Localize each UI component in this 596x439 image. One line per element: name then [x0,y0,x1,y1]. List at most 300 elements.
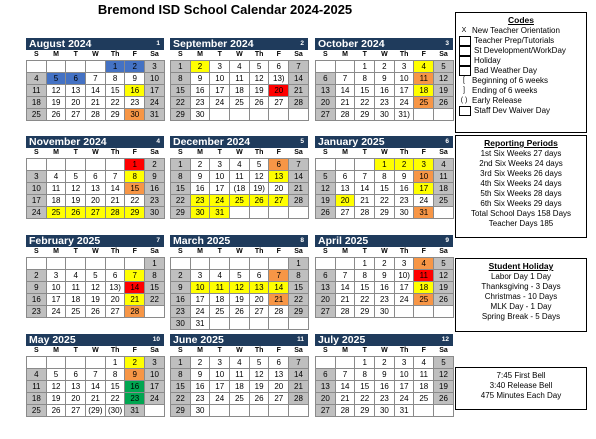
month-number: 4 [156,138,160,145]
weekday-label: W [381,248,388,255]
day-cell: 15 [375,183,395,195]
day-cell: 27 [269,97,289,109]
weekday-label: S [323,149,328,156]
day-cell: 10 [394,73,414,85]
day-cell: 1 [105,61,125,73]
day-cell: 22 [289,294,309,306]
legend-item [456,76,586,86]
day-cell: 8 [289,270,309,282]
day-cell [230,109,250,121]
day-cell: 13 [66,85,86,97]
day-cell: 22 [105,393,125,405]
day-cell: 29 [105,109,125,121]
weekday-label: Sa [439,248,448,255]
day-cell: 9 [190,73,210,85]
day-cell: (30) [105,405,125,417]
day-cell: 26 [230,306,250,318]
day-cell: 9 [375,369,395,381]
weekday-label: M [342,149,348,156]
weekday-label: M [197,248,203,255]
day-cell: 31 [125,405,145,417]
week-row [171,195,309,207]
day-cell: 31 [414,207,434,219]
day-cell [355,159,375,171]
day-cell: 21 [86,393,106,405]
day-cell [335,357,355,369]
weekday-label: W [381,347,388,354]
day-cell: 7 [269,270,289,282]
day-cell: 12 [46,381,66,393]
day-cell: 18 [414,85,434,97]
legend-item [456,86,586,96]
weekday-label: Th [254,51,264,58]
month-4 [26,136,164,219]
weekday-label: Th [399,51,409,58]
day-cell: 19 [66,195,86,207]
month-6 [315,136,453,219]
day-cell: 18 [230,85,250,97]
weekday-label: Sa [150,149,159,156]
day-cell [269,318,289,330]
day-cell: (18 [230,183,250,195]
day-cell [145,405,165,417]
week-row [316,393,454,405]
day-cell [434,405,454,417]
legend-item [456,26,586,36]
day-cell: 26 [249,393,269,405]
day-cell: 15 [171,183,191,195]
day-cell: 12 [230,282,250,294]
day-cell [210,405,230,417]
day-cell: 4 [414,61,434,73]
day-cell: 27 [335,207,355,219]
day-cell: 13) [105,282,125,294]
week-row [171,85,309,97]
day-cell: 30 [375,109,395,121]
day-cell: 12 [249,369,269,381]
day-cell: 26 [249,97,269,109]
day-cell: 14 [105,183,125,195]
week-row [316,294,454,306]
day-cell [230,258,250,270]
day-cell [66,357,86,369]
week-row [27,61,165,73]
day-cell: 26 [66,207,86,219]
week-row [316,306,454,318]
week-row [171,369,309,381]
week-row [27,159,165,171]
month-10 [26,334,164,417]
day-cell: 6 [269,159,289,171]
day-cell: 21 [335,97,355,109]
day-cell: 31) [394,109,414,121]
day-cell: 11 [66,282,86,294]
legend-label: Staff Dev Waiver Day [474,106,551,115]
day-cell: 5 [434,357,454,369]
weekday-label: Th [399,149,409,156]
day-cell: 31 [394,405,414,417]
day-cell: 6 [249,270,269,282]
legend-item [456,36,586,46]
day-cell: 12 [46,85,66,97]
day-cell: 14 [269,282,289,294]
day-cell: 6 [316,369,336,381]
day-cell: 13 [66,381,86,393]
day-cell [414,109,434,121]
weekday-label: Sa [294,149,303,156]
day-cell: 19 [249,381,269,393]
legend-item [456,66,586,76]
day-cell: 21 [335,294,355,306]
day-cell [125,258,145,270]
day-cell: 3 [210,159,230,171]
day-cell: 3 [145,357,165,369]
day-cell: 22 [105,97,125,109]
weekday-label: M [197,51,203,58]
weekday-label: M [53,51,59,58]
day-cell: 24 [414,195,434,207]
day-cell: 26 [434,294,454,306]
day-cell: 29 [171,109,191,121]
day-cell: 23 [190,195,210,207]
reporting-line: 6th Six Weeks 29 days [480,199,562,208]
reporting-line: Total School Days 158 Days [470,209,572,218]
month-number: 9 [445,237,449,244]
day-cell: 19 [434,85,454,97]
week-row [27,109,165,121]
day-cell: 7 [335,73,355,85]
day-cell: 11 [210,282,230,294]
day-cell: 17 [210,183,230,195]
day-cell: 9 [171,282,191,294]
page-title: Bremond ISD School Calendar 2024-2025 [97,2,353,17]
day-cell: 5 [249,159,269,171]
day-cell: 30 [375,405,395,417]
day-cell [46,61,66,73]
day-cell: 14 [335,381,355,393]
week-row [171,270,309,282]
weekday-label: T [217,248,222,255]
day-cell: 13 [316,85,336,97]
day-cell [335,159,355,171]
day-cell: 23 [145,195,165,207]
day-cell: 8 [171,369,191,381]
day-cell: 7 [86,73,106,85]
legend-item [456,96,586,106]
day-cell [27,61,47,73]
month-number: 2 [300,40,304,47]
day-cell [66,258,86,270]
week-row [316,85,454,97]
day-cell: 5 [434,258,454,270]
day-cell [230,405,250,417]
week-row [27,381,165,393]
day-cell: 23 [190,97,210,109]
day-cell: 3 [210,357,230,369]
day-cell [289,318,309,330]
weekday-label: Th [254,347,264,354]
weekday-label: T [362,149,367,156]
day-cell: 25 [230,97,250,109]
day-cell: 1 [289,258,309,270]
day-cell [316,159,336,171]
weekday-label: F [132,51,137,58]
day-cell: 23 [375,97,395,109]
weekday-label: M [197,347,203,354]
day-cell [289,405,309,417]
week-row [27,393,165,405]
day-cell: 12 [249,171,269,183]
day-cell: 18 [434,183,454,195]
month-header [26,235,164,247]
weekday-label: S [178,248,183,255]
day-cell [434,109,454,121]
day-cell: 30 [394,207,414,219]
day-cell: 20 [66,97,86,109]
day-cell: 4 [210,270,230,282]
day-cell: 8 [171,73,191,85]
day-cell: 20 [316,97,336,109]
day-cell: 11 [27,85,47,97]
month-3 [315,38,453,121]
holiday-title: Student Holiday [488,261,554,271]
day-cell: 17 [210,85,230,97]
day-cell [46,258,66,270]
day-cell [46,159,66,171]
day-cell: 28 [289,195,309,207]
day-cell: 8 [145,270,165,282]
day-cell: 3 [394,357,414,369]
day-cell [394,306,414,318]
day-cell [434,207,454,219]
day-cell: 6 [335,171,355,183]
weekday-label: Sa [294,248,303,255]
legend-swatch: ( ) [460,97,468,104]
day-cell: 3 [394,61,414,73]
day-cell [289,109,309,121]
week-row [171,171,309,183]
month-header [170,334,308,346]
day-cell: 24 [394,294,414,306]
legend-label: Bad Weather Day [474,66,537,75]
day-cell: 1 [375,159,395,171]
month-number: 10 [152,336,160,343]
day-cell: 18 [27,393,47,405]
day-cell: 28 [269,306,289,318]
day-cell: 11 [27,381,47,393]
weekday-label: T [217,51,222,58]
day-cell: 23 [27,306,47,318]
day-cell: 17 [190,294,210,306]
day-cell [249,109,269,121]
week-row [316,61,454,73]
day-cell: 1 [105,357,125,369]
day-cell: 20 [66,393,86,405]
day-cell: 12 [316,183,336,195]
legend-item [456,46,586,56]
day-cell: 28 [289,393,309,405]
week-row [171,393,309,405]
day-cell: 13 [249,282,269,294]
weekday-label: Sa [439,149,448,156]
day-cell: 25 [46,207,66,219]
day-cell: 30 [375,306,395,318]
day-cell: 22 [171,393,191,405]
legend-label: New Teacher Orientation [472,26,560,35]
day-cell: 30 [190,207,210,219]
day-cell: 11 [434,171,454,183]
month-header [26,136,164,148]
day-cell: 30 [145,207,165,219]
weekday-label: S [34,51,39,58]
day-cell: 24 [190,306,210,318]
weekday-label: F [276,149,281,156]
bell-line: 475 Minutes Each Day [480,391,562,400]
day-cell: 20 [335,195,355,207]
day-cell [27,159,47,171]
day-cell: 26 [316,207,336,219]
week-row [171,357,309,369]
day-cell: 28 [335,306,355,318]
day-cell: 9 [125,73,145,85]
week-row [27,357,165,369]
week-row [27,369,165,381]
day-cell: 1 [355,258,375,270]
day-cell: 2 [394,159,414,171]
week-row [316,195,454,207]
month-name: September 2024 [173,38,254,50]
day-cell: 27 [66,109,86,121]
holiday-line: Spring Break - 5 Days [481,312,561,321]
day-cell: 28 [335,109,355,121]
week-row [27,73,165,85]
day-cell: 10 [210,369,230,381]
day-cell [316,61,336,73]
month-name: December 2024 [173,136,251,148]
weekday-label: M [342,51,348,58]
day-cell: 16 [125,381,145,393]
day-cell: 19 [46,97,66,109]
month-header [170,235,308,247]
weekday-label: S [34,248,39,255]
weekday-label: S [34,347,39,354]
month-name: January 2025 [318,136,385,148]
bell-line: 7:45 First Bell [496,371,546,380]
week-row [171,306,309,318]
weekday-label: F [276,347,281,354]
weekday-label: S [323,51,328,58]
day-cell: 16 [375,85,395,97]
day-cell: 5 [46,369,66,381]
day-cell [46,357,66,369]
day-cell: 27 [86,207,106,219]
legend-label: Ending of 6 weeks [472,86,538,95]
week-row [316,109,454,121]
week-row [171,183,309,195]
day-cell: 4 [27,369,47,381]
day-cell [335,258,355,270]
weekday-label: S [323,347,328,354]
day-cell: 11 [230,73,250,85]
weekday-label: F [276,248,281,255]
weekday-label: Th [110,51,120,58]
day-cell: 6 [66,369,86,381]
day-cell: 24 [394,393,414,405]
day-cell: 5 [434,61,454,73]
weekday-label: Sa [294,51,303,58]
weekday-label: F [421,347,426,354]
day-cell: 20 [316,294,336,306]
day-cell: 28 [289,97,309,109]
day-cell: 8 [355,73,375,85]
legend-label: Teacher Prep/Tutorials [474,36,555,45]
day-cell: 25 [414,97,434,109]
day-cell: 8 [105,73,125,85]
day-cell: 29 [355,109,375,121]
day-cell: 9 [375,270,395,282]
day-cell: 24 [145,97,165,109]
month-number: 6 [445,138,449,145]
legend-swatch: ] [463,87,465,94]
day-cell: 12 [249,73,269,85]
day-cell: 29 [171,405,191,417]
day-cell [86,357,106,369]
day-cell: 19 [249,85,269,97]
day-cell: 16 [375,282,395,294]
weekday-label: S [178,51,183,58]
day-cell: 7 [289,61,309,73]
day-cell: 27 [316,306,336,318]
day-cell: 17 [210,381,230,393]
day-cell [316,258,336,270]
weekday-label: W [236,51,243,58]
day-cell: 21 [125,294,145,306]
day-cell: 28 [86,109,106,121]
day-cell: 19 [434,381,454,393]
legend-swatch: [ [463,77,465,84]
day-cell: 11 [230,369,250,381]
day-cell: 4 [27,73,47,85]
weekday-label: Sa [150,51,159,58]
day-cell: 27 [105,306,125,318]
weekday-label: F [421,51,426,58]
week-row [171,381,309,393]
bell-line: 3:40 Release Bell [489,381,553,390]
month-name: February 2025 [29,235,101,247]
week-row [171,97,309,109]
month-12 [315,334,453,417]
weekday-label: T [362,51,367,58]
day-cell: 17 [394,85,414,97]
weekday-label: S [34,149,39,156]
day-cell [86,159,106,171]
day-cell: 26 [434,393,454,405]
weekday-label: S [323,248,328,255]
day-cell: 28 [355,207,375,219]
day-cell: 21 [105,195,125,207]
day-cell: 28 [335,405,355,417]
day-cell: 19 [46,393,66,405]
reporting-periods-box [455,135,587,238]
day-cell: 6 [269,61,289,73]
weekday-label: W [236,149,243,156]
weekday-label: M [342,248,348,255]
day-cell: 16 [190,183,210,195]
day-cell: 19) [249,183,269,195]
day-cell: 15 [355,85,375,97]
day-cell: 2 [145,159,165,171]
week-row [27,97,165,109]
